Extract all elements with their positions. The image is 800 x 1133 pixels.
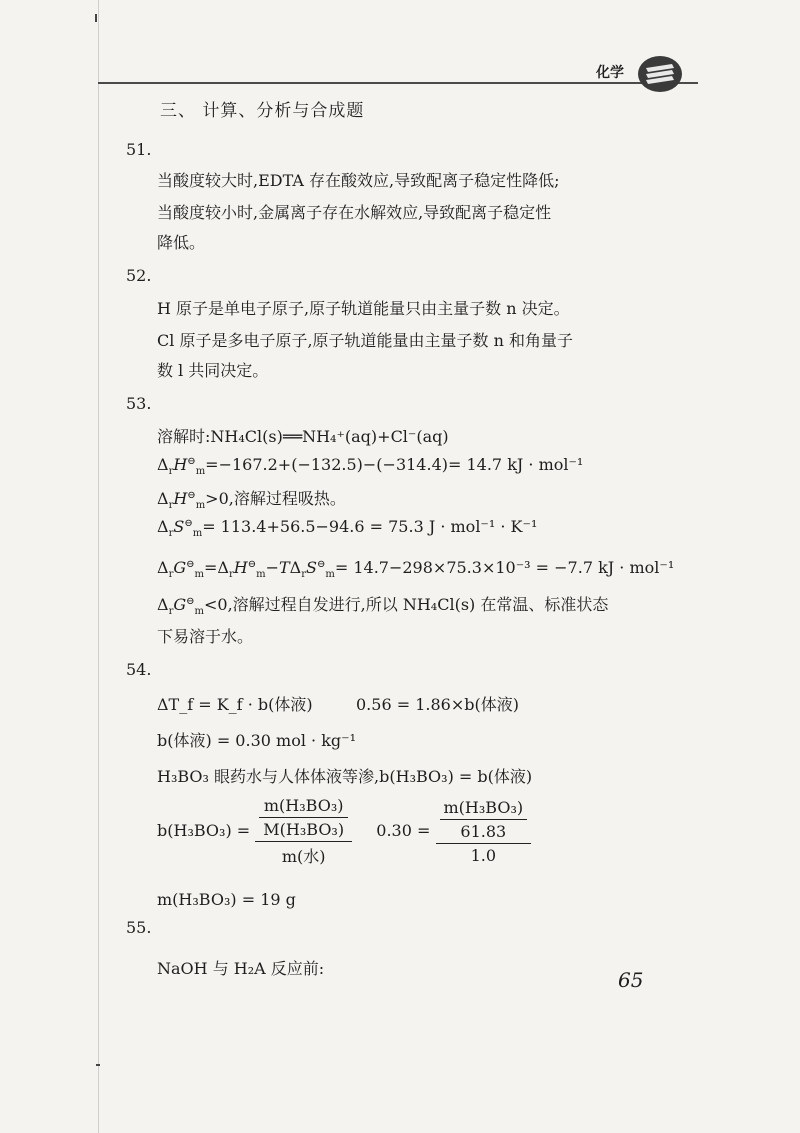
q53-line-3: $\Delta_rH^⊖_m>0$,溶解过程吸热。 bbox=[157, 489, 346, 512]
fraction-1: $\frac{\frac{\text{m(H₃BO₃)}}{\text{M(H₃BO₃)}}}{\text{m(水)}}$ bbox=[255, 796, 352, 867]
question-52-number: 52. bbox=[126, 266, 152, 285]
q53-line-4: $\Delta_rS^⊖_m= 113.4+56.5-94.6 = 75.3$ J · mol⁻¹ · K⁻¹ bbox=[157, 517, 538, 540]
q55-line-1: NaOH 与 H₂A 反应前: bbox=[157, 959, 325, 978]
q52-line-2: Cl 原子是多电子原子,原子轨道能量由主量子数 n 和角量子 bbox=[157, 331, 574, 350]
q53-line-5: $\Delta_rG^⊖_m=\Delta_rH^⊖_m-T\Delta_rS^⊖_m= 14.7-298\times 75.3\times 10^{-3} = -7.7$ kJ · mol⁻¹ bbox=[157, 558, 675, 581]
book-stack-icon bbox=[636, 54, 684, 94]
q51-line-1: 当酸度较大时,EDTA 存在酸效应,导致配离子稳定性降低; bbox=[157, 171, 560, 190]
question-54-number: 54. bbox=[126, 660, 152, 679]
q54-fraction-equation bbox=[157, 796, 531, 867]
section-title: 三、 计算、分析与合成题 bbox=[160, 101, 365, 121]
fraction-2: $\frac{\frac{\text{m(H₃BO₃)}}{61.83}}{1.0}$ bbox=[436, 798, 532, 865]
margin-line bbox=[98, 0, 99, 1133]
q53-line-7: 下易溶于水。 bbox=[157, 627, 254, 646]
frac-lhs: b(H₃BO₃) = bbox=[157, 821, 251, 840]
scan-mark bbox=[96, 1064, 100, 1066]
question-53-number: 53. bbox=[126, 394, 152, 413]
frac2-lhs: 0.30 = bbox=[376, 821, 431, 840]
q54-line-1a: ΔT_f = K_f · b(体液) bbox=[157, 695, 313, 714]
q53-line-6: $\Delta_rG^⊖_m<0$,溶解过程自发进行,所以 NH₄Cl(s) 在常温、标准状态 bbox=[157, 595, 609, 618]
header-subject: 化学 bbox=[596, 65, 624, 81]
header-rule bbox=[98, 82, 698, 84]
q52-line-3: 数 l 共同决定。 bbox=[157, 361, 269, 380]
q52-line-1: H 原子是单电子原子,原子轨道能量只由主量子数 n 决定。 bbox=[157, 299, 570, 318]
crop-mark bbox=[95, 14, 97, 22]
q54-line-1b: 0.56 = 1.86×b(体液) bbox=[356, 695, 519, 714]
q54-line-5: m(H₃BO₃) = 19 g bbox=[157, 890, 296, 909]
question-55-number: 55. bbox=[126, 918, 152, 937]
q53-line-2: $\Delta_rH^⊖_m=-167.2+(-132.5)-(-314.4)= 14.7$ kJ · mol⁻¹ bbox=[157, 455, 584, 478]
q54-line-2: b(体液) = 0.30 mol · kg⁻¹ bbox=[157, 731, 356, 750]
question-51-number: 51. bbox=[126, 140, 152, 159]
page-number: 65 bbox=[618, 968, 644, 992]
q51-line-3: 降低。 bbox=[157, 233, 206, 252]
q54-line-3: H₃BO₃ 眼药水与人体体液等渗,b(H₃BO₃) = b(体液) bbox=[157, 767, 533, 786]
q53-line-1: 溶解时:NH₄Cl(s)══NH₄⁺(aq)+Cl⁻(aq) bbox=[157, 427, 449, 446]
q51-line-2: 当酸度较小时,金属离子存在水解效应,导致配离子稳定性 bbox=[157, 203, 552, 222]
